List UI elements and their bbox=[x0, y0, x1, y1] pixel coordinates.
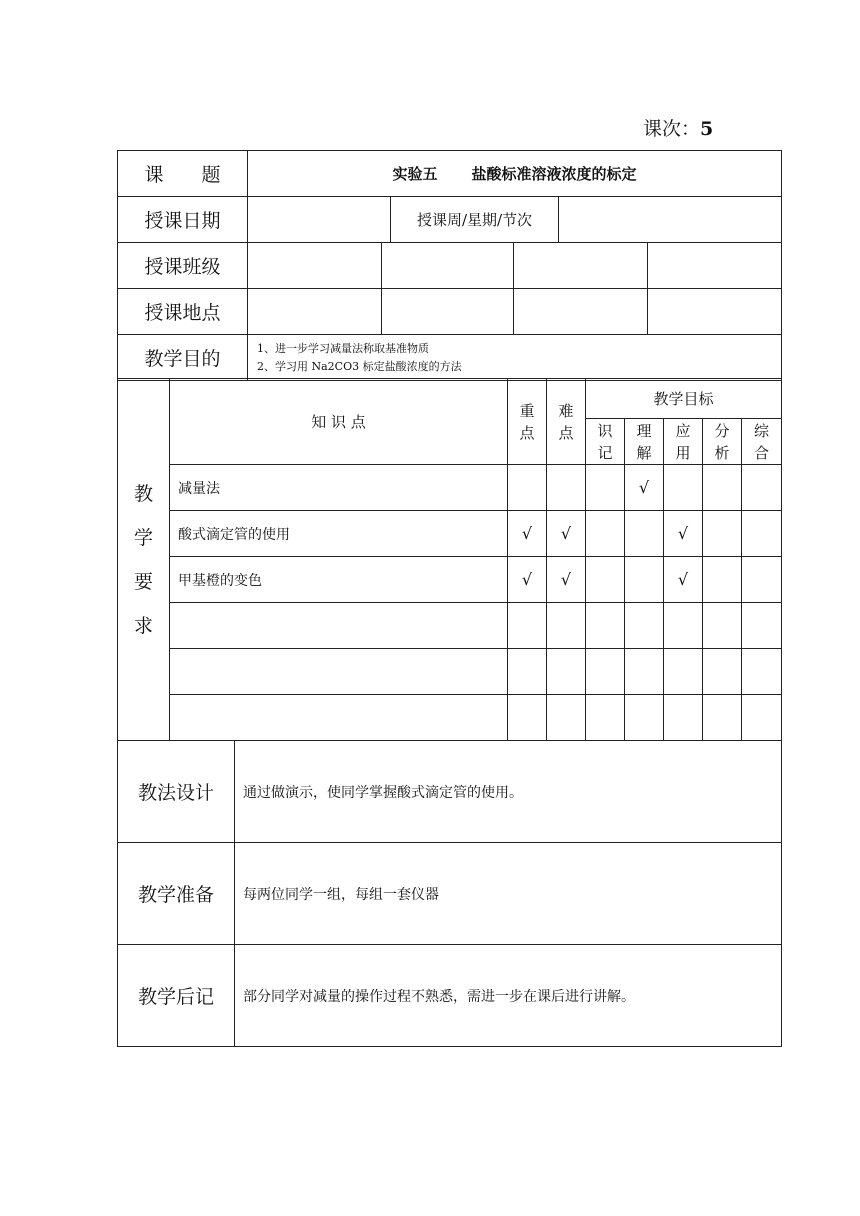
goal-column-apply bbox=[664, 419, 703, 465]
goal-mark bbox=[703, 649, 742, 695]
notes-text: 部分同学对减量的操作过程不熟悉，需进一步在课后进行讲解。 bbox=[235, 945, 782, 1047]
goal-mark bbox=[742, 603, 782, 649]
location-value-1 bbox=[248, 289, 382, 335]
week-label: 授课周/星期/节次 bbox=[391, 197, 559, 243]
difficult-mark bbox=[547, 465, 586, 511]
key-mark bbox=[508, 465, 547, 511]
key-mark bbox=[508, 695, 547, 741]
knowledge-header: 知 识 点 bbox=[170, 379, 508, 465]
key-header-char: 点 bbox=[519, 423, 535, 442]
requirements-label bbox=[118, 379, 170, 741]
goal-col-char: 记 bbox=[597, 443, 613, 462]
difficult-mark bbox=[547, 603, 586, 649]
difficult-header bbox=[547, 379, 586, 465]
table-row bbox=[118, 695, 782, 741]
knowledge-point: 减量法 bbox=[170, 465, 508, 511]
notes-label: 教学后记 bbox=[118, 945, 235, 1047]
key-header-char: 重 bbox=[519, 401, 535, 420]
goal-mark bbox=[586, 649, 625, 695]
goal-column-synthesize bbox=[742, 419, 782, 465]
knowledge-point bbox=[170, 695, 508, 741]
goal-mark bbox=[586, 557, 625, 603]
goal-col-char: 分 bbox=[714, 421, 730, 440]
goal-col-char: 解 bbox=[636, 443, 652, 462]
location-value-4 bbox=[648, 289, 782, 335]
location-label: 授课地点 bbox=[118, 289, 248, 335]
goal-column-understand bbox=[625, 419, 664, 465]
goal-mark bbox=[586, 511, 625, 557]
goal-mark bbox=[586, 695, 625, 741]
topic-label: 课 题 bbox=[118, 151, 248, 197]
topic-cell bbox=[248, 151, 782, 197]
difficult-mark: √ bbox=[547, 557, 586, 603]
difficult-mark bbox=[547, 695, 586, 741]
knowledge-point: 甲基橙的变色 bbox=[170, 557, 508, 603]
goal-mark bbox=[664, 603, 703, 649]
key-header bbox=[508, 379, 547, 465]
goal-col-char: 理 bbox=[636, 421, 652, 440]
goal-mark bbox=[586, 603, 625, 649]
goal-mark bbox=[703, 603, 742, 649]
method-text: 通过做演示，使同学掌握酸式滴定管的使用。 bbox=[235, 741, 782, 843]
difficult-mark: √ bbox=[547, 511, 586, 557]
topic-experiment: 实验五 bbox=[392, 165, 438, 183]
goal-mark bbox=[664, 465, 703, 511]
key-mark bbox=[508, 603, 547, 649]
goal-mark bbox=[703, 511, 742, 557]
requirements-table bbox=[117, 378, 782, 741]
goals-header: 教学目标 bbox=[586, 379, 782, 419]
method-label: 教法设计 bbox=[118, 741, 235, 843]
goal-mark bbox=[703, 557, 742, 603]
goal-mark bbox=[625, 557, 664, 603]
requirements-char: 学 bbox=[133, 526, 153, 549]
class-label: 授课班级 bbox=[118, 243, 248, 289]
class-value-4 bbox=[648, 243, 782, 289]
goal-mark bbox=[742, 511, 782, 557]
goal-mark bbox=[625, 695, 664, 741]
difficult-header-char: 点 bbox=[558, 423, 574, 442]
goal-mark bbox=[625, 603, 664, 649]
prep-label: 教学准备 bbox=[118, 843, 235, 945]
date-value bbox=[248, 197, 391, 243]
goal-col-char: 综 bbox=[753, 421, 769, 440]
table-row bbox=[118, 465, 782, 511]
goal-mark bbox=[703, 695, 742, 741]
goal-col-char: 应 bbox=[675, 421, 691, 440]
table-row bbox=[118, 603, 782, 649]
goal-column-memorize bbox=[586, 419, 625, 465]
table-row bbox=[118, 557, 782, 603]
header-table bbox=[117, 150, 782, 381]
goal-mark bbox=[742, 649, 782, 695]
goal-mark bbox=[742, 557, 782, 603]
goal-col-char: 合 bbox=[753, 443, 769, 462]
requirements-char: 教 bbox=[133, 482, 153, 505]
class-value-3 bbox=[514, 243, 648, 289]
requirements-char: 要 bbox=[133, 570, 153, 593]
goal-mark bbox=[742, 695, 782, 741]
purpose-label: 教学目的 bbox=[118, 335, 248, 381]
goal-column-analyze bbox=[703, 419, 742, 465]
goal-mark bbox=[586, 465, 625, 511]
knowledge-point bbox=[170, 649, 508, 695]
difficult-header-char: 难 bbox=[558, 401, 574, 420]
location-value-3 bbox=[514, 289, 648, 335]
lesson-number-label: 课次： bbox=[643, 118, 701, 140]
key-mark bbox=[508, 649, 547, 695]
purpose-cell bbox=[248, 335, 782, 381]
goal-mark bbox=[664, 695, 703, 741]
requirements-char: 求 bbox=[133, 614, 153, 637]
week-value bbox=[559, 197, 782, 243]
purpose-item: 1、进一步学习减量法称取基准物质 bbox=[257, 341, 429, 355]
class-value-2 bbox=[382, 243, 514, 289]
goal-mark: √ bbox=[625, 465, 664, 511]
goal-mark bbox=[742, 465, 782, 511]
goal-mark: √ bbox=[664, 511, 703, 557]
table-row bbox=[118, 511, 782, 557]
goal-col-char: 析 bbox=[714, 443, 730, 462]
key-mark: √ bbox=[508, 511, 547, 557]
goal-col-char: 用 bbox=[675, 443, 691, 462]
goal-mark bbox=[703, 465, 742, 511]
table-row bbox=[118, 649, 782, 695]
goal-col-char: 识 bbox=[597, 421, 613, 440]
lesson-number-value: 5 bbox=[700, 118, 714, 140]
goal-mark: √ bbox=[664, 557, 703, 603]
goal-mark bbox=[625, 649, 664, 695]
purpose-item: 2、学习用 Na2CO3 标定盐酸浓度的方法 bbox=[257, 359, 462, 373]
difficult-mark bbox=[547, 649, 586, 695]
prep-text: 每两位同学一组，每组一套仪器 bbox=[235, 843, 782, 945]
lesson-number bbox=[643, 114, 713, 141]
knowledge-point: 酸式滴定管的使用 bbox=[170, 511, 508, 557]
date-label: 授课日期 bbox=[118, 197, 248, 243]
goal-mark bbox=[625, 511, 664, 557]
knowledge-point bbox=[170, 603, 508, 649]
location-value-2 bbox=[382, 289, 514, 335]
sections-table bbox=[117, 740, 782, 1047]
class-value-1 bbox=[248, 243, 382, 289]
key-mark: √ bbox=[508, 557, 547, 603]
goal-mark bbox=[664, 649, 703, 695]
topic-title: 盐酸标准溶液浓度的标定 bbox=[471, 165, 637, 183]
